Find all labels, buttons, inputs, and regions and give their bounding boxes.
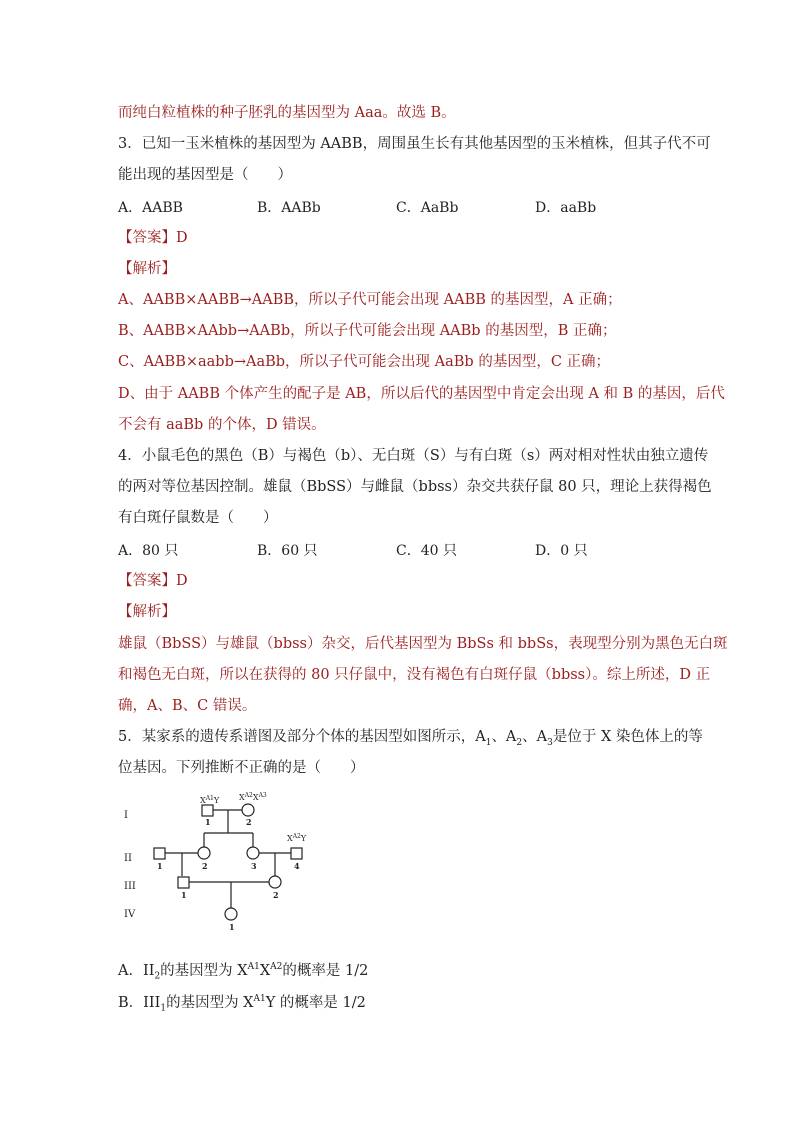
opt-b-mid: 的基因型为 X [166, 994, 254, 1011]
ii4-male [291, 848, 302, 859]
question-3-line2: 能出现的基因型是（ ） [118, 167, 292, 183]
ii3-number: 3 [251, 861, 257, 871]
option-d: D．0 只 [535, 543, 588, 559]
explanation-3-a: A、AABB×AABB→AABB，所以子代可能会出现 AABB 的基因型，A 正确； [118, 292, 622, 308]
iv1-female [225, 908, 237, 920]
iv1-number: 1 [229, 922, 235, 932]
option-a: A．AABB [118, 200, 183, 216]
opt-a-mid: 的基因型为 X [160, 962, 248, 979]
ii4-genotype: $X^{A2}Y$ [287, 833, 307, 843]
ii1-number: 1 [157, 861, 163, 871]
q5-text-post: 是位于 X 染色体上的等 [552, 729, 703, 745]
ii1-male [154, 848, 165, 859]
question-5-line1: 5．某家系的遗传系谱图及部分个体的基因型如图所示，$A_1$、$A_2$、$A_3$是位于 X 染色体上的等 [118, 729, 703, 748]
text-line: 而纯白粒植株的种子胚乳的基因型为 Aaa。故选 B。 [118, 105, 456, 121]
i1-number: 1 [205, 817, 211, 827]
explanation-3-b: B、AABB×AAbb→AABb，所以子代可能会出现 AABb 的基因型，B 正确； [118, 323, 617, 339]
option-b: B．60 只 [257, 543, 318, 559]
generation-label-iii: III [124, 881, 136, 892]
generation-label-i: I [124, 810, 128, 821]
ii2-number: 2 [202, 861, 208, 871]
explanation-3-c: C、AABB×aabb→AaBb，所以子代可能会出现 AaBb 的基因型，C 正确； [118, 354, 611, 370]
ii2-female [198, 847, 210, 859]
explanation-4-header: 【解析】 [118, 604, 176, 620]
explanation-3-d1: D、由于 AABB 个体产生的配子是 AB，所以后代的基因型中肯定会出现 A 和 B 的基因，后代 [118, 386, 725, 402]
i2-female [242, 804, 254, 816]
explanation-3-header: 【解析】 [118, 261, 176, 277]
ii3-female [247, 847, 259, 859]
generation-label-ii: II [124, 853, 132, 864]
opt-b-post: Y 的概率是 1/2 [265, 994, 366, 1011]
option-d: D．aaBb [535, 200, 597, 216]
option-c: C．AaBb [396, 200, 459, 216]
opt-b-pre: B．III [118, 994, 161, 1011]
explanation-4-line3: 确，A、B、C 错误。 [118, 698, 257, 714]
pedigree-diagram [118, 790, 338, 940]
iii2-female [269, 876, 281, 888]
explanation-3-d2: 不会有 aaBb 的个体，D 错误。 [118, 417, 326, 433]
option-a-q5: A．$II_2$的基因型为 $X^{A1}X^{A2}$的概率是 1/2 [118, 962, 369, 982]
i2-genotype: $X^{A2}X^{A3}$ [239, 792, 267, 802]
iii1-number: 1 [181, 890, 187, 900]
option-a: A．80 只 [118, 543, 179, 559]
i1-male [202, 805, 213, 816]
question-4-line2: 的两对等位基因控制。雄鼠（BbSS）与雌鼠（bbss）杂交共获仔鼠 80 只，理论上获得褐色 [118, 479, 712, 495]
question-4-line1: 4．小鼠毛色的黑色（B）与褐色（b）、无白斑（S）与有白斑（s）两对相对性状由独立遗传 [118, 448, 709, 464]
opt-a-pre: A．II [118, 962, 155, 979]
option-c: C．40 只 [396, 543, 457, 559]
explanation-4-line1: 雄鼠（BbSS）与雄鼠（bbss）杂交，后代基因型为 BbSs 和 bbSs，表现型分别为黑色无白斑 [118, 636, 728, 652]
iii2-number: 2 [273, 890, 279, 900]
ii4-number: 4 [294, 861, 300, 871]
explanation-4-line2: 和褐色无白斑，所以在获得的 80 只仔鼠中，没有褐色有白斑仔鼠（bbss）。综上所述，D 正 [118, 667, 711, 683]
opt-a-post: 的概率是 1/2 [282, 962, 369, 979]
question-3-line1: 3．已知一玉米植株的基因型为 AABB，周围虽生长有其他基因型的玉米植株，但其子代不可 [118, 136, 711, 152]
answer-4: 【答案】D [118, 573, 188, 589]
option-b-q5: B．$III_1$的基因型为 $X^{A1}Y$ 的概率是 1/2 [118, 994, 366, 1014]
i1-genotype: $X^{A1}Y$ [200, 795, 220, 805]
iii1-male [178, 877, 189, 888]
generation-label-iv: IV [124, 909, 136, 920]
answer-3: 【答案】D [118, 230, 188, 246]
option-b: B．AABb [257, 200, 321, 216]
question-4-line3: 有白斑仔鼠数是（ ） [118, 510, 278, 526]
q5-text-pre: 5．某家系的遗传系谱图及部分个体的基因型如图所示，A [118, 729, 486, 745]
question-5-line2: 位基因。下列推断不正确的是（ ） [118, 760, 365, 776]
i2-number: 2 [246, 817, 252, 827]
